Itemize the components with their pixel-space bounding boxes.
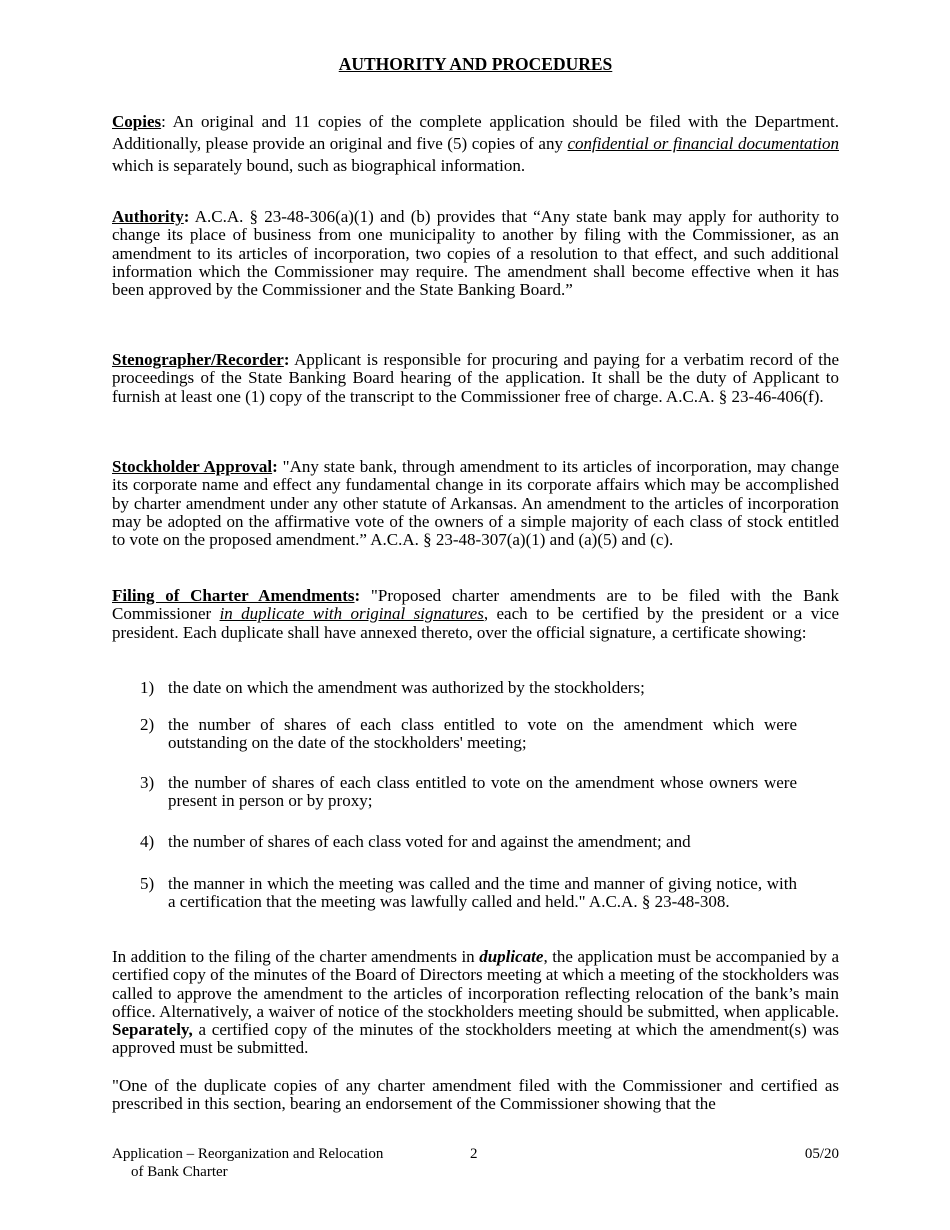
list-number: 2) xyxy=(140,715,155,734)
filing-colon: : xyxy=(354,586,361,605)
copies-text-1: : An original and 11 copies of the complete application should be filed with the Department. Additionally, please provide an original and five (5) copies of any xyxy=(112,112,839,153)
list-item xyxy=(140,875,797,912)
footer-document-title xyxy=(112,1145,432,1181)
filing-text-2: , each to be certified by the president or a vice president. Each duplicate shall have annexed thereto, over the official signature, a certificate showing: xyxy=(112,604,840,642)
stockholder-paragraph xyxy=(112,458,839,549)
list-item xyxy=(140,833,797,851)
list-number: 3) xyxy=(140,773,155,792)
stenographer-colon: : xyxy=(283,350,290,369)
authority-colon: : xyxy=(183,207,190,226)
copies-paragraph xyxy=(112,111,839,177)
copies-heading: Copies xyxy=(112,112,162,131)
list-number: 1) xyxy=(140,678,155,697)
authority-heading: Authority xyxy=(112,207,184,226)
stockholder-text: "Any state bank, through amendment to its articles of incorporation, may change its corporate name and effect any fundamental change in its corporate affairs which may be accomplished by charter amendment under any other statute of Arkansas. An amendment to the articles of incorporation may be adopted on the affirmative vote of the owners of a simple majority of each class of stock entitled to vote on the proposed amendment.” A.C.A. § 23-48-307(a)(1) and (a)(5) and (c). xyxy=(112,457,839,550)
list-text: the manner in which the meeting was called and the time and manner of giving notice, with a certification that the meeting was lawfully called and held." A.C.A. § 23-48-308. xyxy=(168,874,797,912)
quote-paragraph: "One of the duplicate copies of any charter amendment filed with the Commissioner and certified as prescribed in this section, bearing an endorsement of the Commissioner showing that the xyxy=(112,1076,839,1114)
list-item xyxy=(140,774,797,811)
addition-text-1: In addition to the filing of the charter amendments in xyxy=(112,947,480,966)
list-item xyxy=(140,679,797,697)
addition-bold: Separately, xyxy=(112,1020,193,1040)
authority-paragraph xyxy=(112,208,839,299)
stockholder-colon: : xyxy=(272,457,278,476)
addition-emphasis: duplicate xyxy=(479,947,544,966)
addition-text-3: a certified copy of the minutes of the stockholders meeting at which the amendment(s) was approved must be submitted. xyxy=(112,1020,839,1058)
list-number: 4) xyxy=(140,832,155,851)
page-number: 2 xyxy=(470,1146,478,1162)
footer-title-line-2: of Bank Charter xyxy=(131,1164,228,1180)
filing-text-1: "Proposed charter amendments are to be filed with the Bank Commissioner xyxy=(112,586,839,624)
filing-heading: Filing of Charter Amendments xyxy=(112,586,355,605)
footer-title-line-1: Application – Reorganization and Relocation xyxy=(112,1146,384,1162)
stenographer-paragraph xyxy=(112,351,839,406)
list-text: the number of shares of each class entitled to vote on the amendment which were outstanding on the date of the stockholders' meeting; xyxy=(168,715,797,753)
list-text: the number of shares of each class voted for and against the amendment; and xyxy=(168,832,691,851)
filing-paragraph xyxy=(112,587,839,642)
authority-text: A.C.A. § 23-48-306(a)(1) and (b) provides that “Any state bank may apply for authority to change its place of business from one municipality to another by filing with the Commissioner, as an amendment to its articles of incorporation, two copies of a resolution to that effect, and such additional information which the Commissioner may require. The amendment shall become effective when it has been approved by the Commissioner and the State Banking Board.” xyxy=(112,207,839,300)
list-text: the date on which the amendment was authorized by the stockholders; xyxy=(168,678,645,697)
stenographer-text: Applicant is responsible for procuring and paying for a verbatim record of the proceedings of the State Banking Board hearing of the application. It shall be the duty of Applicant to furnish at least one (1) copy of the transcript to the Commissioner free of charge. A.C.A. § 23-46-406(f). xyxy=(112,350,839,406)
list-number: 5) xyxy=(140,874,155,893)
revision-date: 05/20 xyxy=(804,1146,839,1162)
addition-paragraph xyxy=(112,948,839,1058)
list-text: the number of shares of each class entitled to vote on the amendment whose owners were present in person or by proxy; xyxy=(168,773,797,811)
addition-text-2: , the application must be accompanied by a certified copy of the minutes of the Board of Directors meeting at which a meeting of the stockholders was called to approve the amendment to the articles of incorporation reflecting relocation of the bank’s main office. Alternatively, a waiver of notice of the stockholders meeting should be submitted, when applicable. xyxy=(112,947,839,1021)
stockholder-heading: Stockholder Approval xyxy=(112,457,273,476)
filing-emphasis: in duplicate with original signatures xyxy=(219,604,484,624)
copies-text-2: which is separately bound, such as biographical information. xyxy=(112,156,526,175)
copies-emphasis: confidential or financial documentation xyxy=(567,134,839,153)
page-title: AUTHORITY AND PROCEDURES xyxy=(338,54,613,74)
stenographer-heading: Stenographer/Recorder xyxy=(112,350,284,369)
list-item xyxy=(140,716,797,753)
